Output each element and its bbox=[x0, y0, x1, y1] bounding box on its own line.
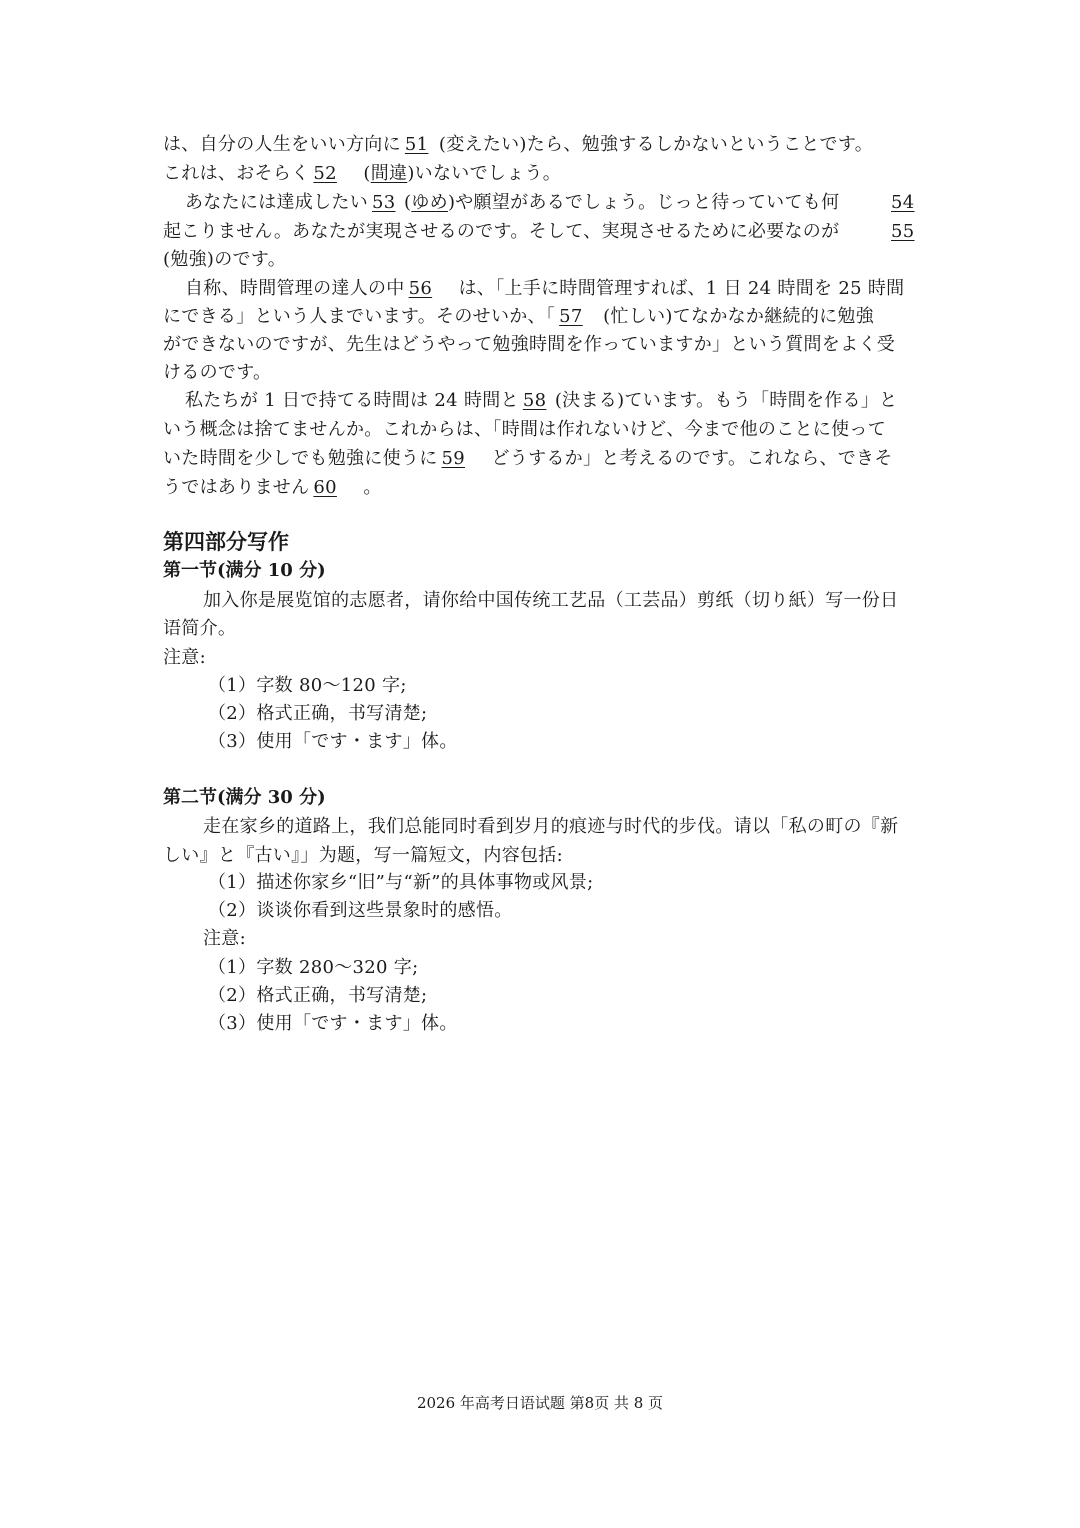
passage-line: (勉強)のです。 bbox=[163, 249, 287, 270]
section2-title: 第二节(满分 30 分) bbox=[163, 787, 326, 808]
section1-prompt: 加入你是展览馆的志愿者，请你给中国传统工艺品（工芸品）剪纸（切り紙）写一份日 bbox=[203, 590, 899, 611]
passage-line: にできる」という人までいます。そのせいか、「 57 (忙しい)てなかなか継続的に勉強 bbox=[163, 304, 923, 330]
section1-prompt: 语简介。 bbox=[163, 618, 237, 639]
part4-title: 第四部分写作 bbox=[163, 529, 289, 554]
section1-note-item: （1）字数 80～120 字; bbox=[208, 675, 407, 696]
blank-53: 53 bbox=[372, 192, 396, 213]
blank-54: 54 bbox=[891, 192, 915, 213]
blank-60: 60 bbox=[313, 477, 337, 498]
blank-56: 56 bbox=[408, 278, 433, 299]
section1-note-item: （2）格式正确，书写清楚; bbox=[208, 703, 428, 724]
page-footer: 2026 年高考日语试题 第8页 共 8 页 bbox=[416, 1394, 664, 1412]
blank-59: 59 bbox=[441, 448, 466, 469]
section2-note-item: （2）格式正确，书写清楚; bbox=[208, 985, 428, 1006]
passage-line: これは、おそらく 52 (間違)いないでしょう。 bbox=[163, 161, 923, 187]
section1-title: 第一节(满分 10 分) bbox=[163, 560, 326, 581]
passage-line: いう概念は捨てませんか。これからは、「時間は作れないけど、今まで他のことに使って bbox=[163, 419, 886, 440]
passage-line: ができないのですが、先生はどうやって勉強時間を作っていますか」という質問をよく受 bbox=[163, 334, 895, 355]
passage-line: 自称、時間管理の達人の中 56 は、「上手に時間管理すれば、1 日 24 時間を 25 時間 bbox=[185, 276, 945, 302]
passage-line: 起こりません。あなたが実現させるのです。そして、実現させるために必要なのが 55 bbox=[163, 219, 923, 245]
passage-line: うではありません 60 。 bbox=[163, 475, 923, 501]
section1-note-label: 注意: bbox=[163, 647, 206, 668]
blank-55: 55 bbox=[891, 221, 915, 242]
blank-51: 51 bbox=[404, 134, 429, 155]
blank-57: 57 bbox=[559, 306, 583, 327]
passage-line: 私たちが 1 日で持てる時間は 24 時間と 58 (決まる)ています。もう「時間を作る」と bbox=[185, 388, 945, 414]
passage-line: けるのです。 bbox=[163, 362, 272, 383]
section2-prompt: しい』と『古い』」为题，写一篇短文，内容包括: bbox=[163, 845, 563, 866]
section1-note-item: （3）使用「です・ます」体。 bbox=[208, 731, 458, 752]
section2-prompt: 走在家乡的道路上，我们总能同时看到岁月的痕迹与时代的步伐。请以「私の町の『新 bbox=[203, 816, 899, 837]
passage-line: は、自分の人生をいい方向に 51 (変えたい)たら、勉強するしかないということです。 bbox=[163, 132, 923, 158]
section2-content-item: （1）描述你家乡“旧”与“新”的具体事物或风景; bbox=[208, 872, 594, 893]
section2-note-item: （3）使用「です・ます」体。 bbox=[208, 1013, 458, 1034]
blank-52: 52 bbox=[313, 163, 337, 184]
section2-note-item: （1）字数 280～320 字; bbox=[208, 957, 419, 978]
section2-content-item: （2）谈谈你看到这些景象时的感悟。 bbox=[208, 900, 513, 921]
passage-line: あなたには達成したい 53 (ゆめ)や願望があるでしょう。じっと待っていても何 54 bbox=[185, 190, 923, 216]
section2-note-label: 注意: bbox=[203, 928, 246, 949]
passage-line: いた時間を少しでも勉強に使うに 59 どうするか」と考えるのです。これなら、できそ bbox=[163, 446, 923, 472]
blank-58: 58 bbox=[522, 390, 547, 411]
